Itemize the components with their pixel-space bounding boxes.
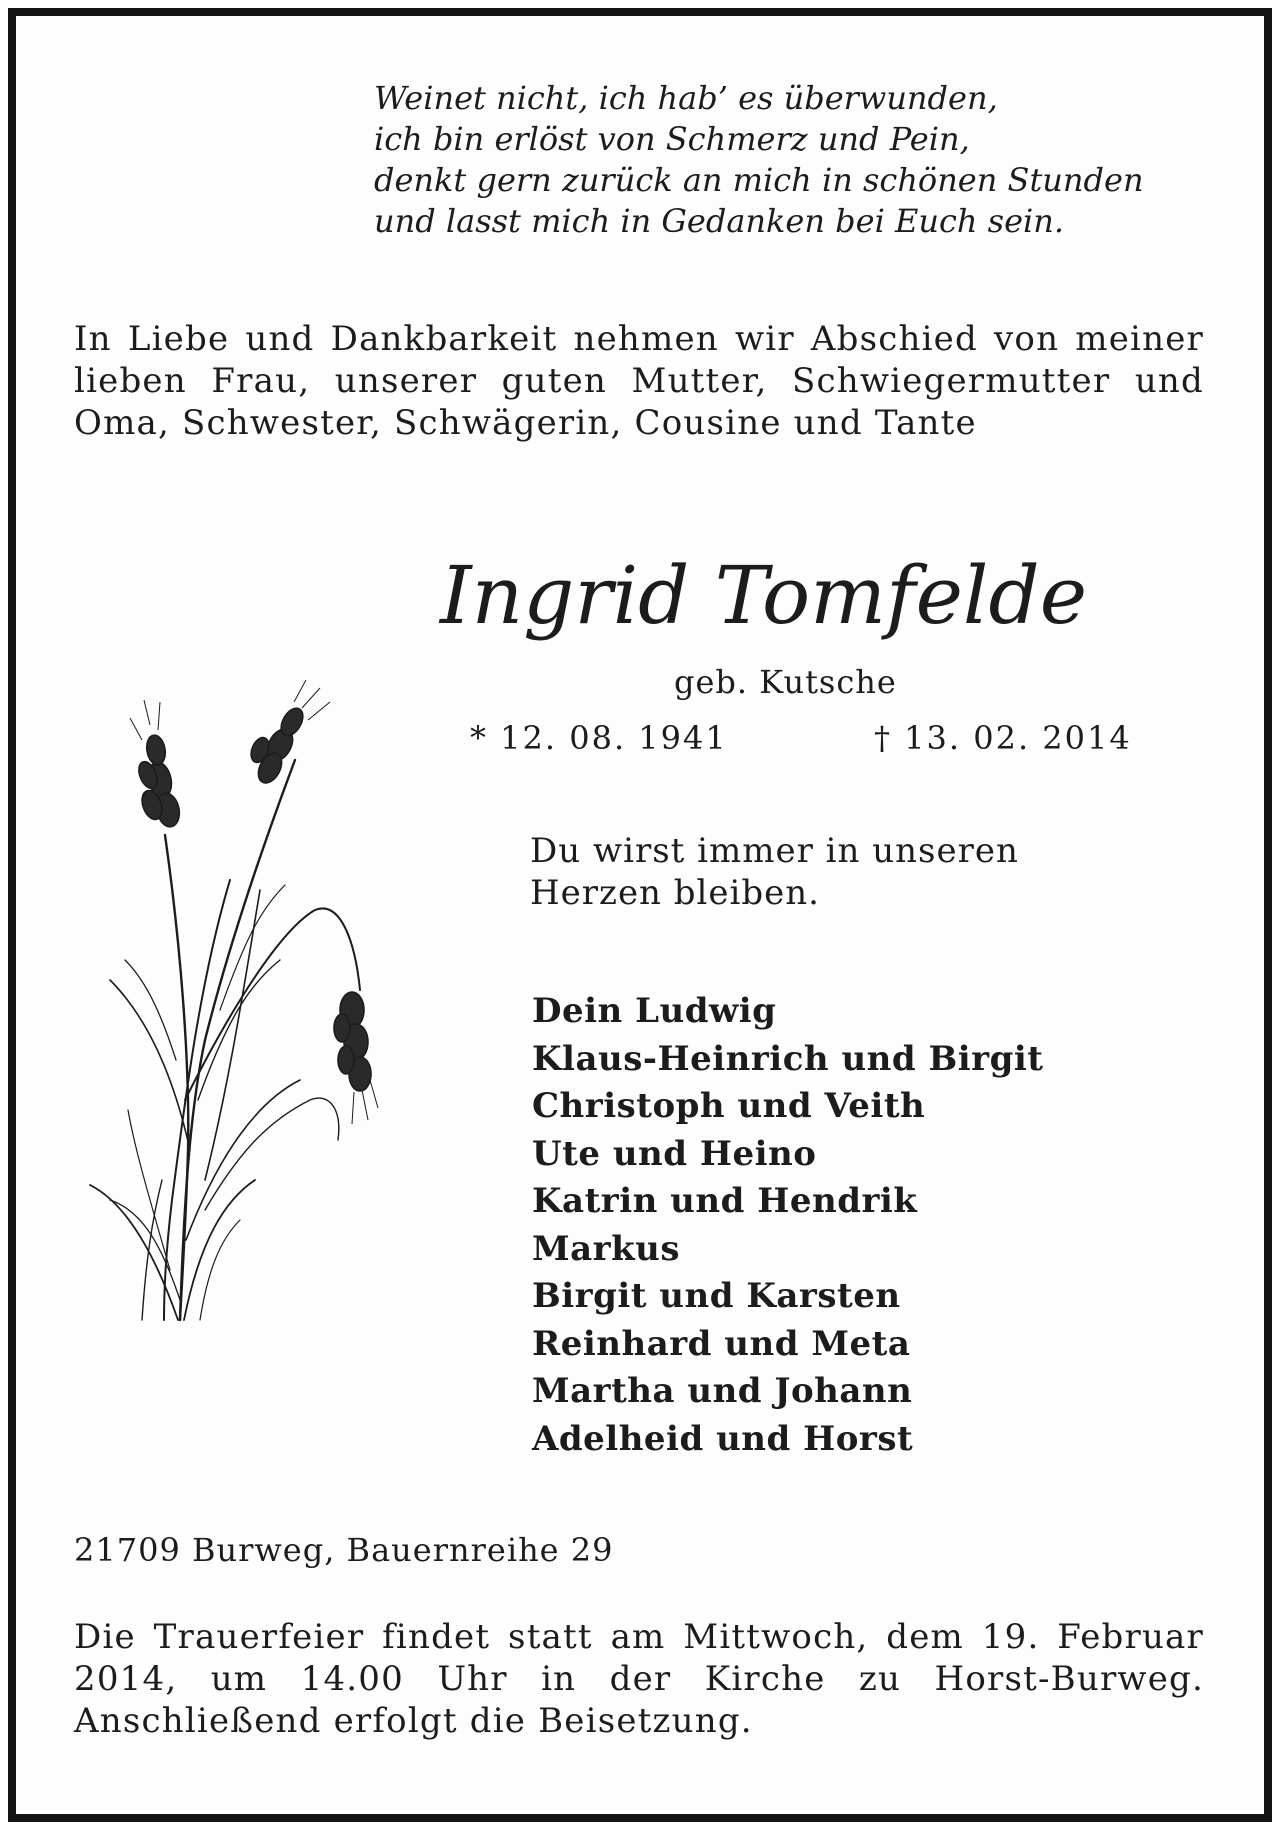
mourner: Adelheid und Horst — [532, 1418, 914, 1459]
motto-line: Herzen bleiben. — [530, 873, 820, 913]
motto — [530, 830, 1170, 914]
intro-text: In Liebe und Dankbarkeit nehmen wir Abschied von meiner lieben Frau, unserer guten Mutter, Schwiegermutter und Oma, Schwester, Schwägerin, Cousine und Tante — [74, 319, 1204, 443]
poem-line: und lasst mich in Gedanken bei Euch sein. — [374, 202, 1065, 240]
motto-line: Du wirst immer in unseren — [530, 831, 1019, 871]
mourner: Katrin und Hendrik — [532, 1181, 918, 1221]
death-date: † 13. 02. 2014 — [874, 719, 1132, 757]
birth-date: * 12. 08. 1941 — [470, 719, 728, 757]
mourner: Birgit und Karsten — [532, 1276, 901, 1316]
mourner: Reinhard und Meta — [532, 1323, 911, 1364]
deceased-name: Ingrid Tomfelde — [440, 549, 1088, 642]
mourner: Markus — [532, 1228, 680, 1269]
mourners-list — [532, 988, 1172, 1463]
family-address: 21709 Burweg, Bauernreihe 29 — [74, 1531, 614, 1569]
poem-line: Weinet nicht, ich hab’ es überwunden, — [374, 79, 998, 117]
funeral-service-info: Die Trauerfeier findet statt am Mittwoch, dem 19. Februar 2014, um 14.00 Uhr in der Kirche zu Horst-Burweg. Anschließend erfolgt die Beisetzung. — [74, 1617, 1204, 1741]
poem — [374, 78, 1214, 242]
mourner: Christoph und Veith — [532, 1086, 926, 1126]
poem-line: denkt gern zurück an mich in schönen Stunden — [374, 161, 1144, 199]
mourner: Klaus-Heinrich und Birgit — [532, 1038, 1044, 1079]
mourner: Dein Ludwig — [532, 991, 777, 1031]
wheat-ears-icon — [80, 680, 380, 1330]
maiden-name: geb. Kutsche — [674, 663, 897, 701]
mourner: Ute und Heino — [532, 1133, 817, 1174]
mourner: Martha und Johann — [532, 1371, 913, 1411]
poem-line: ich bin erlöst von Schmerz und Pein, — [374, 120, 970, 158]
